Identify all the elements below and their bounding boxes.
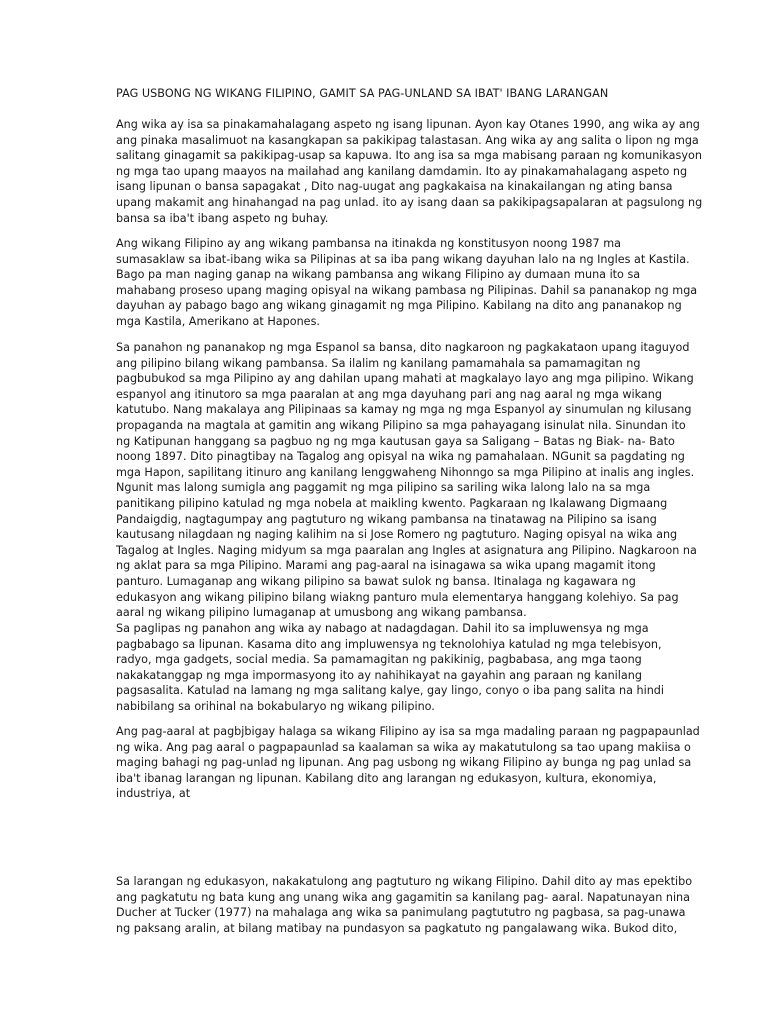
paragraph-2: Ang wikang Filipino ay ang wikang pambansa na itinakda ng konstitusyon noong 1987 ma sumasaklaw sa ibat-ibang wika sa Pilipinas at sa iba pang wikang dayuhan lalo na ng Ingles at Kastila. Bago pa man naging ganap na wikang pambansa ang wikang Filipino ay dumaan muna ito sa mahabang proseso upang maging opisyal na wikang pambasa ng Pilipinas. Dahil sa pananakop ng mga dayuhan ay pabago bago ang wikang ginagamit ng mga Pilipino. Kabilang na dito ang pananakop ng mga Kastila, Amerikano at Hapones. (116, 237, 698, 328)
paragraph-3: Sa panahon ng pananakop ng mga Espanol sa bansa, dito nagkaroon ng pagkakataon upang itaguyod ang pilipino bilang wikang pambansa. Sa ilalim ng kanilang pamamahala sa pamamagitan ng pagbubukod sa mga Pilipino ay ang dahilan upang mahati at magkalayo layo ang mga pilipino. Wikang espanyol ang itinutoro sa mga paaralan at ang mga dayuhang pari ang nag aaral ng mga wikang katutubo. Nang makalaya ang Pilipinaas sa kamay ng mga ng mga Espanyol ay sinumulan ng kilusang propaganda na magtala at gamitin ang wikang Pilipino sa mga pahayagang isinulat nila. Sinundan ito ng Katipunan hanggang sa pagbuo ng ng mga kautusan gaya sa Saligang – Batas ng Biak- na- Bato noong 1897. Dito pinagtibay na Tagalog ang opisyal na wika ng pamahalaan. NGunit sa pagdating ng mga Hapon, sapilitang itinuro ang kanilang lenggwaheng Nihonngo sa mga Pilipino at inalis ang ingles. Ngunit mas lalong sumigla ang paggamit ng mga pilipino sa sariling wika lalong lalo na sa mga panitikang pilipino katulad ng mga nobela at maikling kwento. Pagkaraan ng Ikalawang Digmaang Pandaigdig, nagtagumpay ang pagtuturo ng wikang pambansa na tinatawag na Pilipino sa isang kautusang nilagdaan ng naging kalihim na si Jose Romero ng pagtuturo. Naging opisyal na wika ang Tagalog at Ingles. Naging midyum sa mga paaralan ang Ingles at asignatura ang Pilipino. Nagkaroon na ng aklat para sa mga Pilipino. Marami ang pag-aaral na isinagawa sa wika upang magamit itong panturo. Lumaganap ang wikang pilipino sa bawat sulok ng bansa. Itinalaga ng kagawara ng edukasyon ang wikang pilipino bilang wiakng panturo mula elementarya hanggang kolehiyo. Sa pag aaral ng wikang pilipino lumaganap at umusbong ang wikang pambansa. (116, 341, 697, 620)
paragraph-6: Sa larangan ng edukasyon, nakakatulong ang pagtuturo ng wikang Filipino. Dahil dito ay mas epektibo ang pagkatutu ng bata kung ang unang wika ang gagamitin sa kanilang pag- aaral. Napatunayan nina Ducher at Tucker (1977) na mahalaga ang wika sa panimulang pagtututro ng pagbasa, sa pag-unawa ng paksang aralin, at bilang matibay na pundasyon sa pagkatuto ng pangalawang wika. Bukod dito, (116, 875, 693, 935)
document-title: PAG USBONG NG WIKANG FILIPINO, GAMIT SA PAG-UNLAND SA IBAT' IBANG LARANGAN (116, 87, 609, 100)
paragraph-1: Ang wika ay isa sa pinakamahalagang aspeto ng isang lipunan. Ayon kay Otanes 1990, ang wika ay ang ang pinaka masalimuot na kasangkapan sa pakikipag talastasan. Ang wika ay ang salita o lipon ng mga salitang ginagamit sa pakikipag-usap sa kapuwa. Ito ang isa sa mga mabisang paraan ng komunikasyon ng mga tao upang maayos na mailahad ang kanilang damdamin. Ito ay pinakamahalagang aspeto ng isang lipunan o bansa sapagakat , Dito nag-uugat ang pagkakaisa na kinakailangan ng ating bansa upang makamit ang hinahangad na pag unlad. ito ay isang daan sa pakikipagsapalaran at pagsulong ng bansa sa iba't ibang aspeto ng buhay. (116, 118, 703, 225)
paragraph-5: Ang pag-aaral at pagbjbigay halaga sa wikang Filipino ay isa sa mga madaling paraan ng pagpapaunlad ng wika. Ang pag aaral o pagpapaunlad sa kaalaman sa wika ay makatutulong sa tao upang makiisa o maging bahagi ng pag-unlad ng lipunan. Ang pag usbong ng wikang Filipino ay bunga ng pag unlad sa iba't ibanag larangan ng lipunan. Kabilang dito ang larangan ng edukasyon, kultura, ekonomiya, industriya, at (116, 725, 700, 801)
paragraph-4: Sa paglipas ng panahon ang wika ay nabago at nadagdagan. Dahil ito sa impluwensya ng mga pagbabago sa lipunan. Kasama dito ang impluwensya ng teknolohiya katulad ng mga telebisyon, radyo, mga gadgets, social media. Sa pamamagitan ng pakikinig, pagbabasa, ang mga taong nakakatanggap ng mga impormasyong ito ay nahihikayat na gayahin ang paraan ng kanilang pagsasalita. Katulad na lamang ng mga salitang kalye, gay lingo, conyo o iba pang salita na hindi nabibilang sa orihinal na bokabularyo ng wikang pilipino. (116, 622, 665, 713)
